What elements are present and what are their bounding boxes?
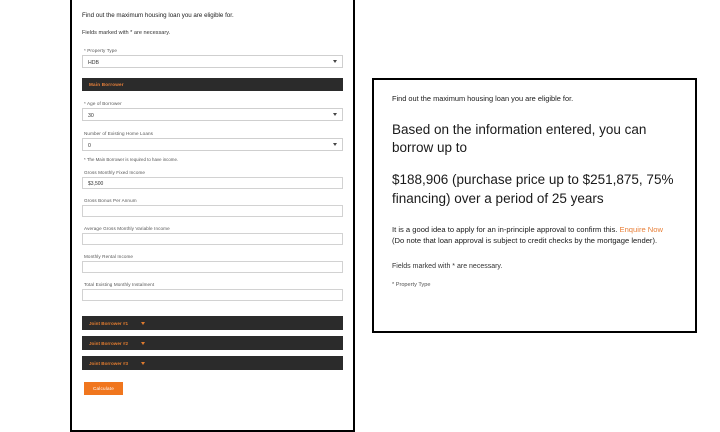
gross-bonus-per-annum-input[interactable] [82, 205, 343, 217]
age-of-borrower-select[interactable] [82, 108, 343, 121]
joint-borrower-3-label: Joint Borrower #3 [89, 360, 129, 366]
form-required-fields-note: Fields marked with * are necessary. [82, 30, 171, 37]
result-required-fields-note: Fields marked with * are necessary. [392, 262, 503, 270]
variable-income-input[interactable] [82, 233, 343, 245]
property-type-select[interactable] [82, 55, 343, 68]
existing-home-loans-value: 0 [88, 142, 91, 149]
total-existing-monthly-instalment-label: Total Existing Monthly Instalment [84, 282, 155, 288]
property-type-value: HDB [88, 59, 99, 66]
age-of-borrower-label: * Age of Borrower [84, 101, 122, 107]
monthly-rental-income-label: Monthly Rental Income [84, 254, 134, 260]
property-type-label: * Property Type [84, 48, 118, 54]
joint-borrower-1-section-header[interactable] [82, 316, 343, 330]
gross-monthly-fixed-income-input[interactable] [82, 177, 343, 189]
result-amount-text: $188,906 (purchase price up to $251,875, 75% financing) over a period of 25 years [392, 172, 674, 206]
form-intro-text: Find out the maximum housing loan you are eligible for. [82, 12, 234, 19]
joint-borrower-2-label: Joint Borrower #2 [89, 340, 129, 346]
gross-bonus-per-annum-label: Gross Bonus Per Annum [84, 198, 137, 204]
calculate-button[interactable]: Calculate [84, 382, 123, 395]
advice-prefix: It is a good idea to apply for an in-principle approval to confirm this. [392, 224, 620, 234]
main-borrower-income-note: * The Main Borrower is required to have income. [84, 157, 179, 163]
main-borrower-label: Main Borrower [89, 82, 124, 88]
monthly-rental-income-input[interactable] [82, 261, 343, 273]
enquire-now-link[interactable]: Enquire Now [619, 224, 663, 234]
total-existing-monthly-instalment-input[interactable] [82, 289, 343, 301]
chevron-down-icon [141, 322, 145, 325]
gross-monthly-fixed-income-label: Gross Monthly Fixed Income [84, 170, 146, 176]
chevron-down-icon [333, 143, 337, 146]
existing-home-loans-select[interactable] [82, 138, 343, 151]
result-intro-text: Find out the maximum housing loan you are eligible for. [392, 94, 574, 103]
chevron-down-icon [141, 342, 145, 345]
age-of-borrower-value: 30 [88, 112, 94, 119]
form-content [72, 0, 353, 395]
advice-suffix: (Do note that loan approval is subject to credit checks by the mortgage lender). [392, 236, 658, 246]
existing-home-loans-label: Number of Existing Home Loans [84, 131, 154, 137]
result-advice-text [392, 224, 677, 247]
joint-borrower-2-section-header[interactable] [82, 336, 343, 350]
chevron-down-icon [141, 362, 145, 365]
joint-borrower-1-label: Joint Borrower #1 [89, 320, 129, 326]
main-borrower-section-header[interactable] [82, 78, 343, 91]
chevron-down-icon [333, 60, 337, 63]
loan-calculator-form-panel [70, 0, 355, 432]
loan-result-panel [372, 78, 697, 333]
joint-borrower-3-section-header[interactable] [82, 356, 343, 370]
chevron-down-icon [333, 113, 337, 116]
result-content [374, 80, 695, 288]
gross-monthly-fixed-income-value: $3,500 [88, 181, 104, 188]
result-property-type-label: * Property Type [392, 281, 431, 288]
result-headline: Based on the information entered, you can borrow up to [392, 122, 647, 156]
variable-income-label: Average Gross Monthly Variable Income [84, 226, 170, 232]
